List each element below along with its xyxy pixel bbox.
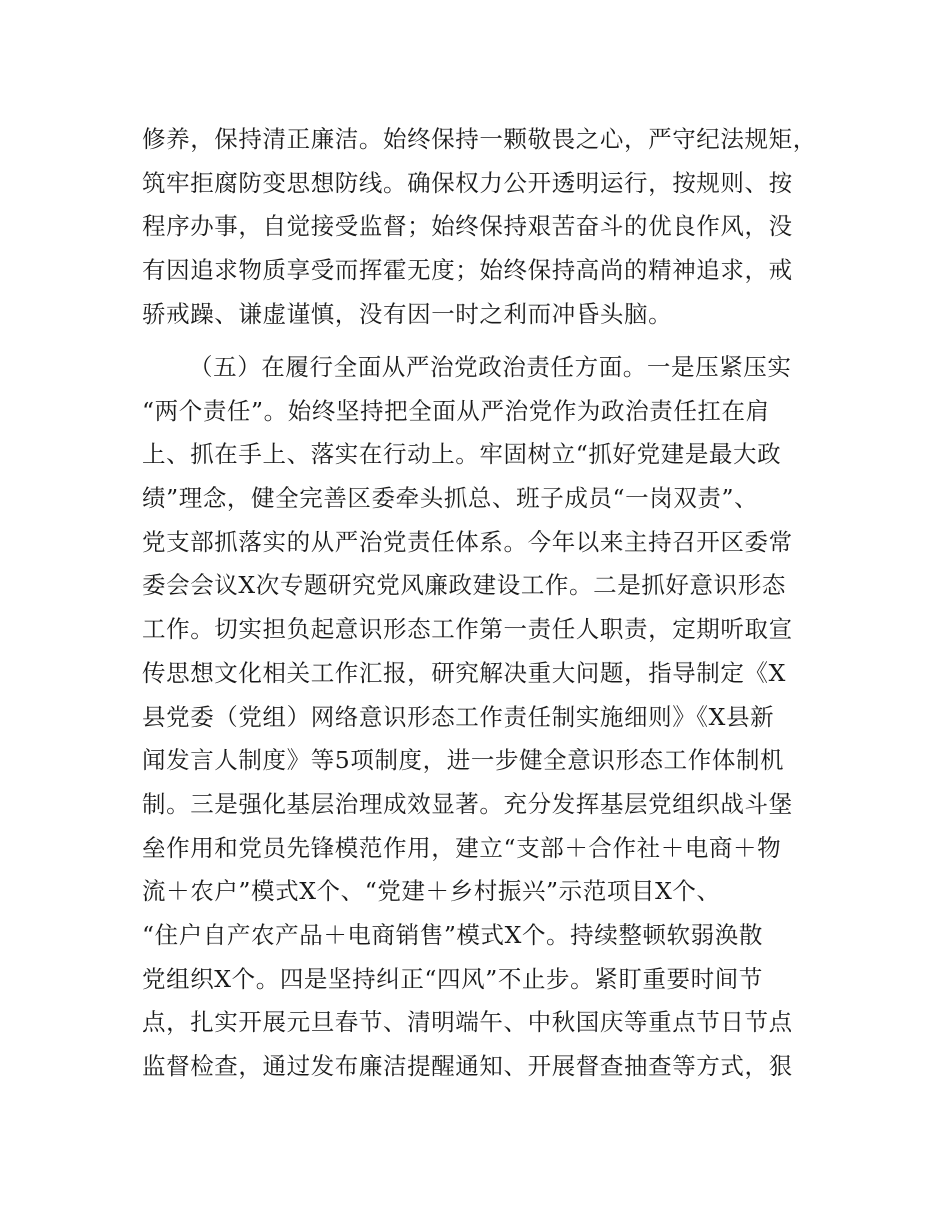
text-line: 监督检查，通过发布廉洁提醒通知、开展督查抽查等方式，狠 <box>142 1052 793 1080</box>
paragraph-continued <box>142 118 817 336</box>
paragraph-section-five <box>142 346 812 1089</box>
text-line: 闻发言人制度》等5项制度，进一步健全意识形态工作体制机 <box>142 746 785 775</box>
text-line: 有因追求物质享受而挥霍无度；始终保持高尚的精神追求，戒 <box>142 256 793 285</box>
text-line: 筑牢拒腐防变思想防线。确保权力公开透明运行，按规则、按 <box>142 168 793 197</box>
text-line: “住户自产农产品＋电商销售”模式X个。持续整顿软弱涣散 <box>142 920 763 949</box>
text-line: 点，扎实开展元旦春节、清明端午、中秋国庆等重点节日节点 <box>142 1008 793 1037</box>
text-line: 垒作用和党员先锋模范作用，建立“支部＋合作社＋电商＋物 <box>142 833 782 862</box>
text-line-indented: （五）在履行全面从严治党政治责任方面。一是压紧压实 <box>189 353 792 381</box>
text-line: “两个责任”。始终坚持把全面从严治党作为政治责任扛在肩 <box>142 396 770 425</box>
text-line: 绩”理念，健全完善区委牵头抓总、班子成员“一岗双责”、 <box>142 484 759 513</box>
text-line: 上、抓在手上、落实在行动上。牢固树立“抓好党建是最大政 <box>142 440 782 469</box>
text-line: 程序办事，自觉接受监督；始终保持艰苦奋斗的优良作风，没 <box>142 212 793 241</box>
text-line: 流＋农户”模式X个、“党建＋乡村振兴”示范项目X个、 <box>142 877 721 906</box>
text-line: 骄戒躁、谦虚谨慎，没有因一时之利而冲昏头脑。 <box>142 299 673 328</box>
text-line: 党组织X个。四是坚持纠正“四风”不止步。紧盯重要时间节 <box>142 964 763 993</box>
text-line: 党支部抓落实的从严治党责任体系。今年以来主持召开区委常 <box>142 527 793 556</box>
text-line: 工作。切实担负起意识形态工作第一责任人职责，定期听取宣 <box>142 615 793 644</box>
text-line: 传思想文化相关工作汇报，研究解决重大问题，指导制定《X <box>142 658 786 687</box>
text-line: 制。三是强化基层治理成效显著。充分发挥基层党组织战斗堡 <box>142 789 793 818</box>
text-line: 县党委（党组）网络意识形态工作责任制实施细则》《X县新 <box>142 702 775 731</box>
text-line: 委会会议X次专题研究党风廉政建设工作。二是抓好意识形态 <box>142 571 786 600</box>
text-line: 修养，保持清正廉洁。始终保持一颗敬畏之心，严守纪法规矩， <box>142 125 817 153</box>
